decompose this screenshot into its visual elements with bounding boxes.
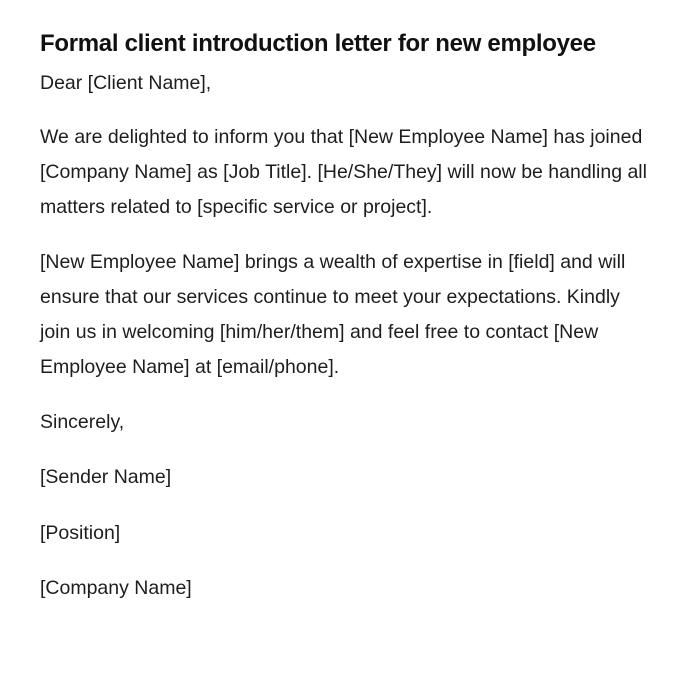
signature-sender-name: [Sender Name] bbox=[40, 466, 172, 488]
letter-paragraph-2: [New Employee Name] brings a wealth of expertise in [field] and will ensure that our services continue to meet your expectations. Kindly join us in welcoming [him/her/them] and feel free to contact [New Employee Name] at [email/phone]. bbox=[40, 251, 626, 378]
signature-position: [Position] bbox=[40, 522, 121, 544]
letter-title: Formal client introduction letter for new employee bbox=[40, 30, 596, 57]
letter-closing: Sincerely, bbox=[40, 411, 125, 433]
letter-greeting: Dear [Client Name], bbox=[40, 72, 212, 94]
signature-company-name: [Company Name] bbox=[40, 577, 192, 599]
letter-paragraph-1: We are delighted to inform you that [New Employee Name] has joined [Company Name] as [Job Title]. [He/She/They] will now be handling all matters related to [specific service or project]. bbox=[40, 126, 647, 218]
